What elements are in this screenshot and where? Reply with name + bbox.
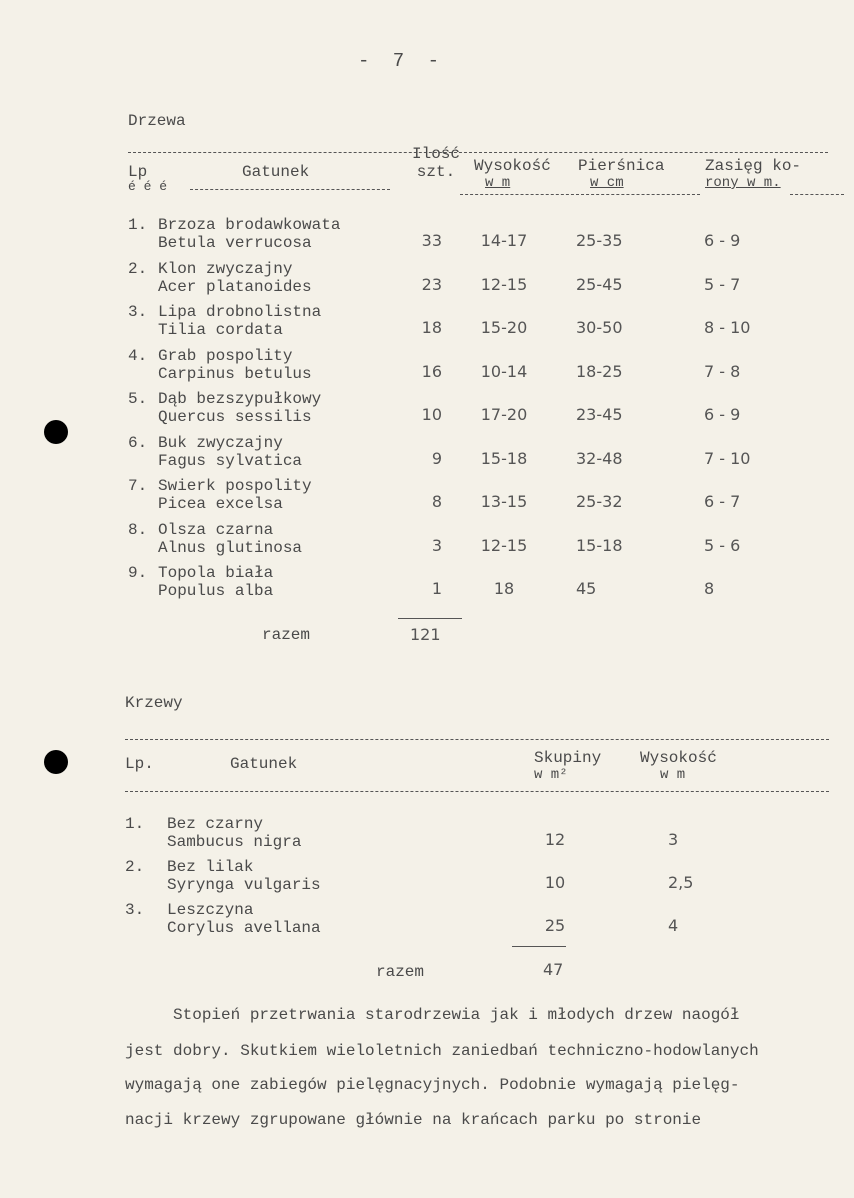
tree-row-latin: Acer platanoides: [158, 278, 312, 296]
tree-row-polish: Swierk pospolity: [158, 477, 312, 495]
tree-row-crown: 6 - 9: [704, 405, 741, 424]
punch-hole-upper: [44, 420, 68, 444]
trees-header-count-2: szt.: [416, 163, 456, 181]
trees-header-crown-1: Zasięg ko-: [705, 157, 802, 175]
paragraph-line-4: nacji krzewy zgrupowane głównie na krańcach parku po stronie: [125, 1111, 702, 1129]
tree-row-polish: Grab pospolity: [158, 347, 293, 365]
trees-header-lp: Lp: [128, 163, 148, 181]
shrub-row-height: 2,5: [668, 873, 694, 892]
tree-row-count: 1: [431, 579, 442, 598]
shrub-row-height: 3: [668, 830, 679, 849]
tree-row-lp: 6.: [128, 434, 148, 452]
shrubs-header-height-1: Wysokość: [640, 749, 717, 767]
shrubs-header-groups-2: w m²: [534, 767, 568, 783]
shrubs-total-value: 47: [543, 960, 564, 979]
shrub-row-height: 4: [668, 916, 679, 935]
tree-row-count: 23: [421, 275, 442, 294]
tree-row-girth: 25-45: [576, 275, 623, 294]
shrub-row-latin: Corylus avellana: [167, 919, 321, 937]
tree-row-girth: 32-48: [576, 449, 623, 468]
tree-row-latin: Betula verrucosa: [158, 234, 312, 252]
shrubs-total-label: razem: [376, 963, 425, 981]
tree-row-latin: Alnus glutinosa: [158, 539, 303, 557]
page-number: - 7 -: [358, 50, 446, 72]
shrub-row-polish: Bez lilak: [167, 858, 254, 876]
paragraph-line-1: Stopień przetrwania starodrzewia jak i młodych drzew naogół: [125, 1006, 740, 1024]
shrub-row-latin: Syrynga vulgaris: [167, 876, 321, 894]
shrub-row-groups: 10: [544, 873, 566, 892]
shrubs-header-bottom-rule: [125, 791, 829, 792]
tree-row-height: 10-14: [480, 362, 528, 381]
tree-row-polish: Dąb bezszypułkowy: [158, 390, 322, 408]
tree-row-girth: 18-25: [576, 362, 623, 381]
tree-row-height: 18: [493, 579, 515, 598]
shrub-row-lp: 3.: [125, 901, 145, 919]
tree-row-lp: 5.: [128, 390, 148, 408]
paragraph-line-2: jest dobry. Skutkiem wieloletnich zaniedbań techniczno-hodowlanych: [125, 1042, 759, 1060]
trees-header-girth-1: Pierśnica: [578, 157, 665, 175]
trees-header-crown-2: rony w m.: [705, 175, 781, 191]
trees-header-girth-2: w cm: [590, 175, 624, 191]
tree-row-lp: 2.: [128, 260, 148, 278]
tree-row-height: 15-18: [480, 449, 528, 468]
trees-header-count-1: Ilość: [411, 145, 460, 163]
tree-row-crown: 8 - 10: [704, 318, 751, 337]
tree-row-polish: Lipa drobnolistna: [158, 303, 322, 321]
tree-row-latin: Populus alba: [158, 582, 274, 600]
tree-row-girth: 25-35: [576, 231, 623, 250]
tree-row-height: 13-15: [480, 492, 528, 511]
shrub-row-lp: 1.: [125, 815, 145, 833]
tree-row-polish: Brzoza brodawkowata: [158, 216, 341, 234]
tree-row-crown: 7 - 10: [704, 449, 751, 468]
trees-header-bottom-rule-2: [460, 194, 700, 195]
tree-row-latin: Fagus sylvatica: [158, 452, 303, 470]
shrubs-header-top-rule: [125, 739, 829, 740]
tree-row-girth: 25-32: [576, 492, 623, 511]
shrubs-heading: Krzewy: [125, 694, 183, 712]
tree-row-polish: Topola biała: [158, 564, 274, 582]
tree-row-count: 3: [431, 536, 442, 555]
shrub-row-polish: Bez czarny: [167, 815, 264, 833]
trees-header-bottom-rule-3: [790, 194, 844, 195]
trees-header-species: Gatunek: [242, 163, 310, 181]
tree-row-polish: Klon zwyczajny: [158, 260, 293, 278]
tree-row-crown: 7 - 8: [704, 362, 741, 381]
tree-row-girth: 45: [576, 579, 597, 598]
tree-row-height: 14-17: [480, 231, 528, 250]
tree-row-count: 16: [421, 362, 442, 381]
tree-row-height: 17-20: [480, 405, 528, 424]
tree-row-girth: 30-50: [576, 318, 623, 337]
tree-row-crown: 6 - 9: [704, 231, 741, 250]
shrub-row-groups: 12: [544, 830, 566, 849]
tree-row-lp: 4.: [128, 347, 148, 365]
tree-row-girth: 15-18: [576, 536, 623, 555]
tree-row-count: 8: [431, 492, 442, 511]
tree-row-count: 10: [421, 405, 442, 424]
shrubs-sum-rule: [512, 946, 566, 947]
trees-header-bottom-rule: [190, 189, 390, 190]
tree-row-crown: 6 - 7: [704, 492, 741, 511]
shrub-row-lp: 2.: [125, 858, 145, 876]
tree-row-crown: 5 - 7: [704, 275, 741, 294]
shrubs-header-species: Gatunek: [230, 755, 298, 773]
tree-row-crown: 8: [704, 579, 715, 598]
tree-row-girth: 23-45: [576, 405, 623, 424]
trees-sum-rule: [398, 618, 462, 619]
tree-row-lp: 7.: [128, 477, 148, 495]
tree-row-crown: 5 - 6: [704, 536, 741, 555]
tree-row-count: 18: [421, 318, 442, 337]
trees-header-height-1: Wysokość: [474, 157, 551, 175]
tree-row-latin: Quercus sessilis: [158, 408, 312, 426]
tree-row-polish: Buk zwyczajny: [158, 434, 283, 452]
tree-row-height: 12-15: [480, 536, 528, 555]
shrub-row-latin: Sambucus nigra: [167, 833, 302, 851]
tree-row-lp: 8.: [128, 521, 148, 539]
trees-header-height-2: w m: [485, 175, 511, 191]
tree-row-latin: Carpinus betulus: [158, 365, 312, 383]
tree-row-latin: Picea excelsa: [158, 495, 283, 513]
tree-row-polish: Olsza czarna: [158, 521, 274, 539]
punch-hole-lower: [44, 750, 68, 774]
tree-row-lp: 1.: [128, 216, 148, 234]
trees-header-lp-marks: é é é: [128, 179, 168, 194]
paragraph-line-3: wymagają one zabiegów pielęgnacyjnych. Podobnie wymagają pielęg-: [125, 1076, 740, 1094]
trees-heading: Drzewa: [128, 112, 186, 130]
tree-row-height: 12-15: [480, 275, 528, 294]
shrubs-header-lp: Lp.: [125, 755, 154, 773]
shrub-row-groups: 25: [544, 916, 566, 935]
trees-total-label: razem: [262, 626, 311, 644]
trees-total-value: 121: [410, 625, 441, 644]
shrubs-header-groups-1: Skupiny: [534, 749, 602, 767]
trees-header-top-rule: [128, 152, 828, 153]
tree-row-lp: 9.: [128, 564, 148, 582]
tree-row-latin: Tilia cordata: [158, 321, 283, 339]
shrub-row-polish: Leszczyna: [167, 901, 254, 919]
tree-row-count: 33: [421, 231, 442, 250]
tree-row-lp: 3.: [128, 303, 148, 321]
tree-row-height: 15-20: [480, 318, 528, 337]
tree-row-count: 9: [431, 449, 442, 468]
shrubs-header-height-2: w m: [660, 767, 686, 783]
